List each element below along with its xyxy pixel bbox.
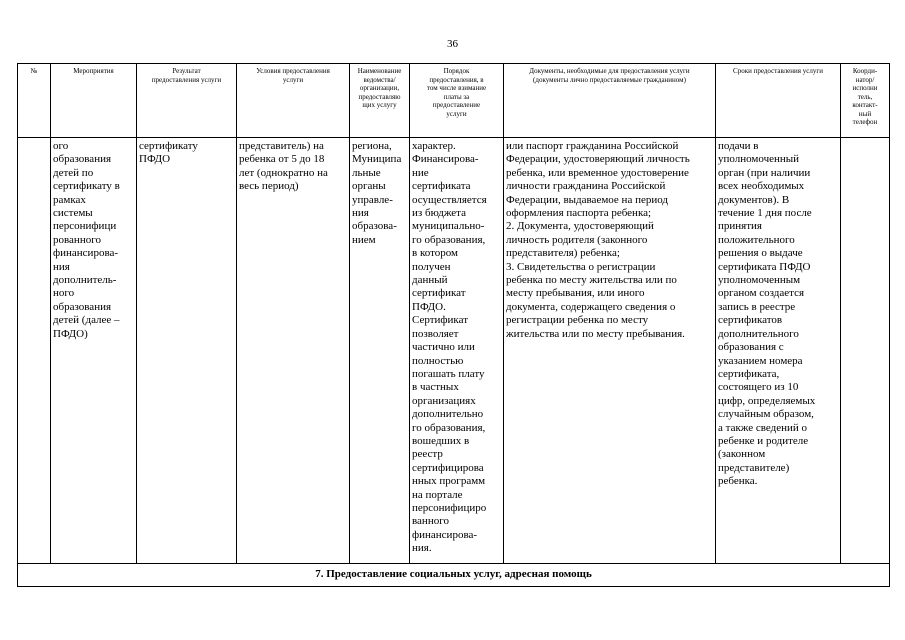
header-result: Результат предоставления услуги [137,64,237,138]
section-row [18,564,890,587]
cell-terms: подачи в уполномоченный орган (при наличии всех необходимых документов). В течение 1 дня после принятия положительного решения о выдаче сертификата ПФДО уполномоченным органом создается запись в реестре сертификатов дополнительного образования с указанием номера сертификата, состоящего из 10 цифр, определяемых случайным образом, а также сведений о ребенке и родителе (законном представителе) ребенка. [716,138,841,564]
cell-result: сертификату ПФДО [137,138,237,564]
table-row [18,138,890,564]
header-terms: Сроки предоставления услуги [716,64,841,138]
cell-conditions: представитель) на ребенка от 5 до 18 лет (однократно на весь период) [237,138,350,564]
cell-procedure: характер. Финансирова- ние сертификата осуществляется из бюджета муниципально- го образования, в котором получен данный сертификат ПФДО. Сертификат позволяет частично или полностью погашать плату в частных организациях дополнительно го образования, вошедших в реестр сертифицирова нных программ на портале персонифициро ванного финансирова- ния. [410,138,504,564]
header-number: № [18,64,51,138]
cell-number [18,138,51,564]
header-agency: Наименование ведомства/ организации, предоставляю щих услугу [350,64,410,138]
cell-agency: региона, Муниципа льные органы управле- ния образова- нием [350,138,410,564]
page-number: 36 [447,38,458,50]
header-procedure: Порядок предоставления, в том числе взимание платы за предоставление услуги [410,64,504,138]
cell-documents: или паспорт гражданина Российской Федерации, удостоверяющий личность ребенка, или временное удостоверение личности гражданина Российской Федерации, выдаваемое на период оформления паспорта ребенка; 2. Документа, удостоверяющий личность родителя (законного представителя) ребенка; 3. Свидетельства о регистрации ребенка по месту жительства или по месту пребывания, или иного документа, содержащего сведения о регистрации ребенка по месту жительства или по месту пребывания. [504,138,716,564]
services-table [17,63,890,587]
header-coordinator: Коорди- натор/ исполни тель, контакт- ный телефон [841,64,890,138]
table-header-row [18,64,890,138]
header-documents: Документы, необходимые для предоставления услуги (документы лично предоставляемые гражданином) [504,64,716,138]
header-conditions: Условия предоставления услуги [237,64,350,138]
header-events: Мероприятия [51,64,137,138]
section-title: 7. Предоставление социальных услуг, адресная помощь [18,564,890,587]
cell-coordinator [841,138,890,564]
cell-event: ого образования детей по сертификату в рамках системы персонифици рованного финансирова- ния дополнитель- ного образования детей (далее – ПФДО) [51,138,137,564]
